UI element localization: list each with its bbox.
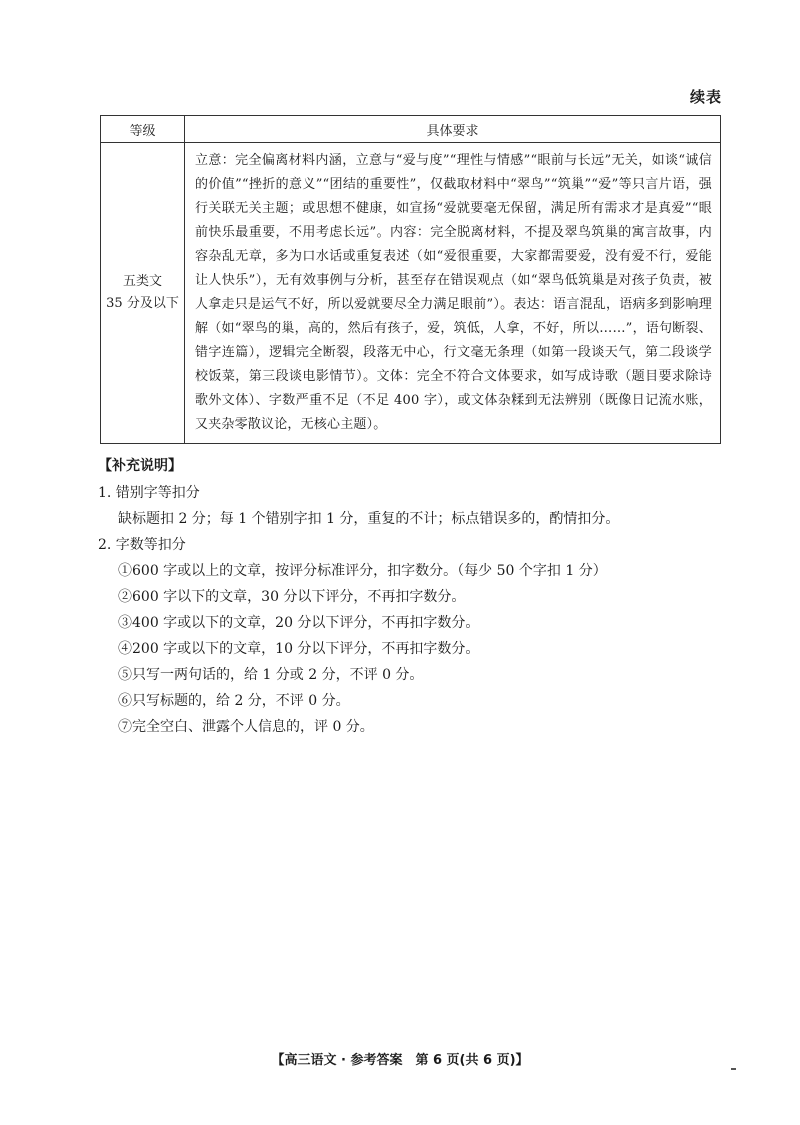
list-item: ③400 字或以下的文章，20 分以下评分，不再扣字数分。 <box>118 615 480 631</box>
grade-name: 五类文 <box>122 274 162 289</box>
word-count-deduction-title: 2. 字数等扣分 <box>98 537 186 553</box>
requirements-cell: 立意：完全偏离材料内涵，立意与“爱与度”“理性与情感”“眼前与长远”无关，如谈“诚信的价值”“挫折的意义”“团结的重要性”，仅截取材料中“翠鸟”“筑巢”“爱”等只言片语，强行关联无关主题；或思想不健康，如宣扬“爱就要毫无保留，满足所有需求才是真爱”“眼前快乐最重要，不用考虑长远”。内容：完全脱离材料，不提及翠鸟筑巢的寓言故事，内容杂乱无章，多为口水话或重复表述（如“爱很重要，大家都需要爱，没有爱不行，爱能让人快乐”），无有效事例与分析，甚至存在错误观点（如“翠鸟低筑巢是对孩子负责，被人拿走只是运气不好，所以爱就要尽全力满足眼前”）。表达：语言混乱，语病多到影响理解（如“翠鸟的巢，高的，然后有孩子，爱，筑低，人拿，不好，所以……”，语句断裂、错字连篇），逻辑完全断裂，段落无中心，行文毫无条理（如第一段谈天气，第二段谈学校饭菜，第三段谈电影情节）。文体：完全不符合文体要求，如写成诗歌（题目要求除诗歌外文体）、字数严重不足（不足 400 字），或文体杂糅到无法辨别（既像日记流水账，又夹杂零散议论，无核心主题）。 <box>185 143 721 444</box>
list-item: ⑦完全空白、泄露个人信息的，评 0 分。 <box>118 719 374 735</box>
page-footer: 【高三语文 · 参考答案 第 6 页(共 6 页)】 <box>271 1053 529 1068</box>
supplement-title: 【补充说明】 <box>98 458 182 474</box>
list-item: ④200 字或以下的文章，10 分以下评分，不再扣字数分。 <box>118 641 480 657</box>
list-item: ⑤只写一两句话的，给 1 分或 2 分，不评 0 分。 <box>118 667 424 683</box>
list-item: ⑥只写标题的，给 2 分，不评 0 分。 <box>118 693 350 709</box>
word-count-rules-list <box>98 558 738 740</box>
typo-deduction-body: 缺标题扣 2 分；每 1 个错别字扣 1 分，重复的不计；标点错误多的，酌情扣分。 <box>118 511 620 527</box>
grading-table <box>100 115 721 444</box>
header-grade: 等级 <box>101 116 185 143</box>
list-item: ①600 字或以上的文章，按评分标准评分，扣字数分。（每少 50 个字扣 1 分） <box>118 563 607 579</box>
header-requirements: 具体要求 <box>185 116 721 143</box>
continued-table-label: 续表 <box>689 88 722 106</box>
corner-mark <box>731 1068 736 1070</box>
typo-deduction-title: 1. 错别字等扣分 <box>98 485 200 501</box>
supplement-section <box>98 452 738 740</box>
list-item: ②600 字以下的文章，30 分以下评分，不再扣字数分。 <box>118 589 466 605</box>
table-header-row <box>101 116 721 143</box>
table-row <box>101 143 721 444</box>
grade-cell <box>101 143 185 444</box>
grade-score-range: 35 分及以下 <box>106 296 179 311</box>
